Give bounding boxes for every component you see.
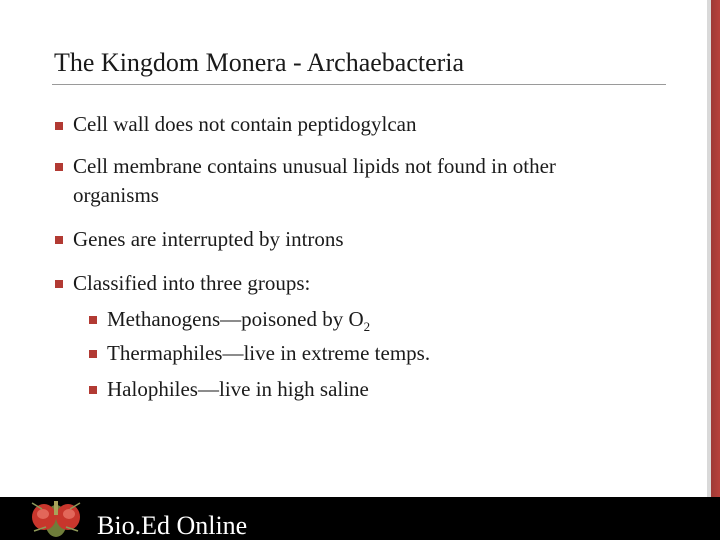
sub-bullet-text: Thermaphiles—live in extreme temps. bbox=[107, 341, 431, 365]
footer-brand: Bio.Ed Online bbox=[97, 511, 248, 540]
sub-bullet-icon bbox=[89, 386, 97, 394]
sub-bullet-icon bbox=[89, 316, 97, 324]
accent-side-bar bbox=[707, 0, 720, 497]
sub-bullet-text bbox=[107, 304, 370, 342]
title-divider bbox=[52, 84, 666, 85]
bullet-text: Classified into three groups: bbox=[73, 271, 311, 295]
sub-bullet-icon bbox=[89, 350, 97, 358]
bullet-text: Cell wall does not contain peptidogylcan bbox=[73, 112, 417, 136]
bullet-text-line2: organisms bbox=[73, 183, 159, 207]
bullet-text: Genes are interrupted by introns bbox=[73, 227, 344, 251]
subscript: 2 bbox=[363, 319, 371, 334]
fly-icon bbox=[24, 497, 88, 540]
bullet-icon bbox=[55, 236, 63, 244]
sub-bullet-text: Halophiles—live in high saline bbox=[107, 377, 369, 401]
bullet-text-line1: Cell membrane contains unusual lipids not found in other bbox=[73, 154, 556, 178]
bullet-icon bbox=[55, 122, 63, 130]
bullet-icon bbox=[55, 163, 63, 171]
slide-title: The Kingdom Monera - Archaebacteria bbox=[54, 48, 465, 77]
bullet-icon bbox=[55, 280, 63, 288]
sub-bullet-main: Methanogens—poisoned by O bbox=[107, 307, 364, 331]
